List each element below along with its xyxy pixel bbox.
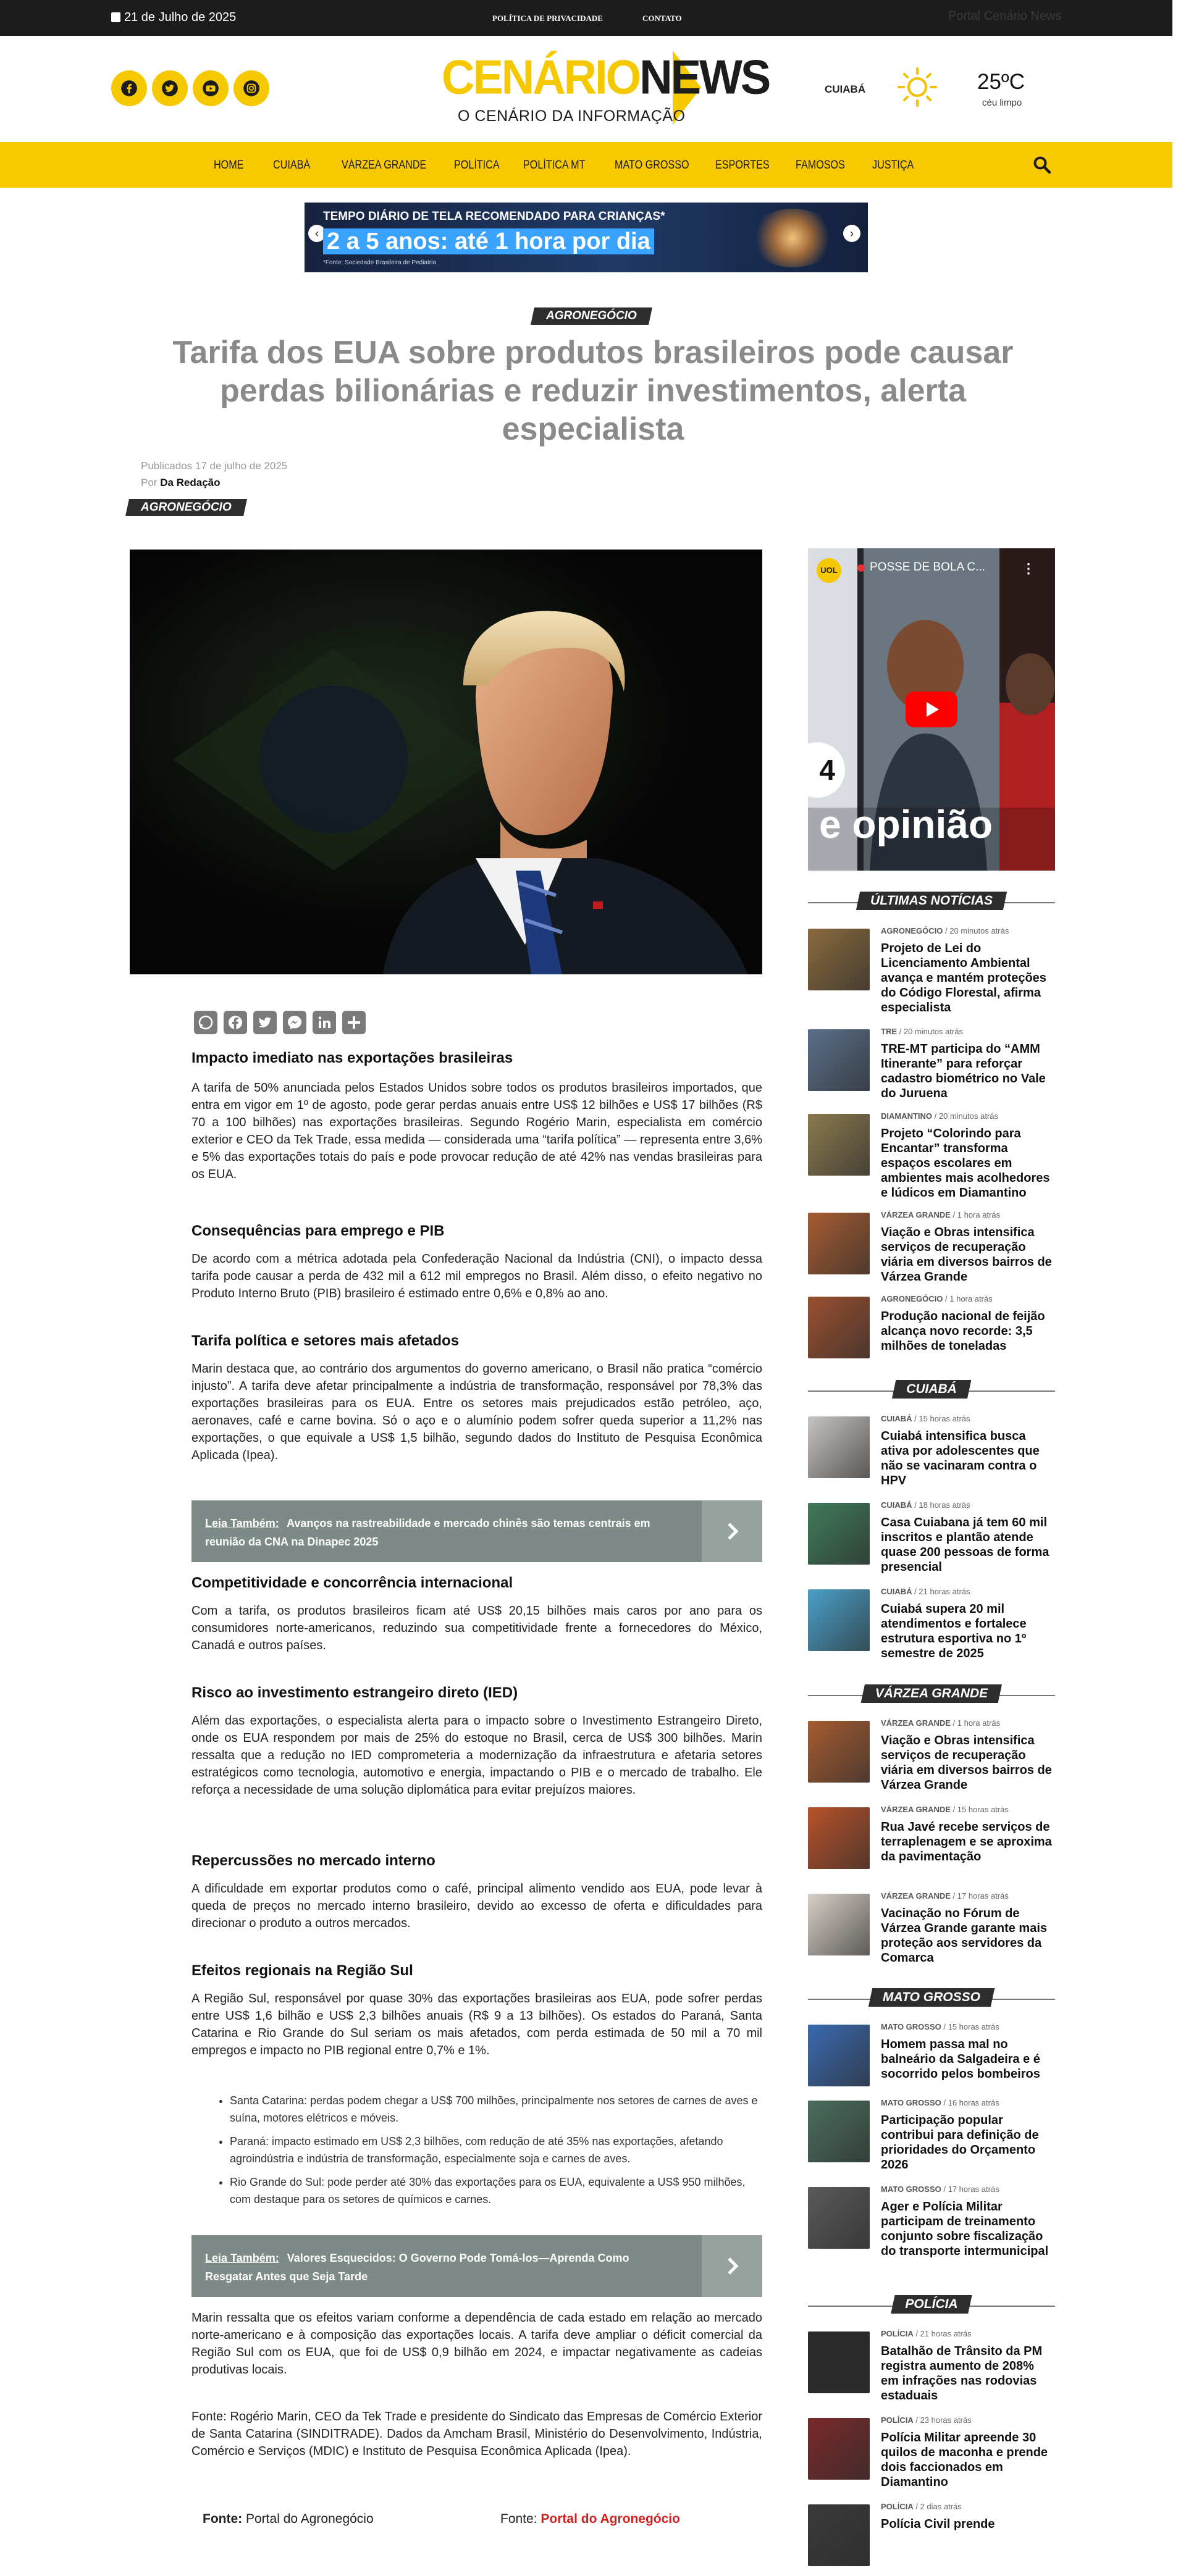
nav-item-cuiaba[interactable]: CUIABÁ: [273, 159, 311, 172]
news-title[interactable]: Projeto de Lei do Licenciamento Ambiental avança e mantém proteções do Código Florestal, afirma especialista: [881, 942, 1046, 1014]
sidebar-news-item[interactable]: [808, 1587, 1055, 1661]
news-meta: [881, 1500, 970, 1510]
news-thumbnail[interactable]: [808, 1416, 870, 1478]
more-options-icon[interactable]: ⋮: [1022, 561, 1035, 576]
news-time: / 16 horas atrás: [941, 2098, 999, 2107]
ad-next-arrow-icon[interactable]: ›: [843, 225, 860, 242]
sidebar-news-item[interactable]: [808, 1111, 1055, 1200]
logo-part-news: NEWS: [639, 49, 770, 104]
news-thumbnail[interactable]: [808, 2504, 870, 2566]
read-also-text: [205, 2249, 675, 2286]
channel-logo: UOL: [817, 558, 841, 583]
closing-paragraph: Marin ressalta que os efeitos variam conforme a dependência de cada estado em relação ao mercado norte-americano e à composição das exportações locais. A tarifa deve ampliar o déficit comercial da Região Sul com os EUA, que foi de US$ 0,9 bilhão em 2024, e impactar negativamente as cadeias produtivas locais.: [191, 2311, 762, 2377]
section-label[interactable]: [891, 2295, 972, 2314]
hero-illustration: [130, 550, 762, 974]
news-meta: [881, 1027, 963, 1036]
sidebar-news-item[interactable]: [808, 2329, 1055, 2403]
news-title[interactable]: TRE-MT participa do “AMM Itinerante” para reforçar cadastro biométrico no Vale do Juruena: [881, 1042, 1046, 1100]
sidebar-news-item[interactable]: [808, 1027, 1055, 1101]
news-title[interactable]: Casa Cuiabana já tem 60 mil inscritos e plantão atende quase 200 pessoas de forma presencial: [881, 1516, 1049, 1574]
news-thumbnail[interactable]: [808, 1503, 870, 1565]
section-heading: Repercussões no mercado interno: [191, 1852, 435, 1869]
category-badge-top[interactable]: AGRONEGÓCIO: [531, 307, 652, 325]
news-thumbnail[interactable]: [808, 1297, 870, 1358]
news-meta: [881, 1587, 970, 1596]
regional-impact-list: [191, 2092, 762, 2214]
news-meta: [881, 926, 1009, 935]
nav-item-varzea-grande[interactable]: VÁRZEA GRANDE: [342, 159, 427, 172]
news-title[interactable]: Projeto “Colorindo para Encantar” transforma espaços escolares em ambientes mais acolhedores e lúdicos em Diamantino: [881, 1127, 1050, 1200]
article-hero-image: [130, 550, 762, 974]
news-time: / 17 horas atrás: [950, 1891, 1009, 1901]
ad-line-2: [323, 228, 654, 255]
news-time: / 1 hora atrás: [950, 1210, 1001, 1219]
news-meta: [881, 1294, 993, 1303]
news-category[interactable]: VÁRZEA GRANDE: [881, 1805, 951, 1814]
sidebar-news-item[interactable]: [808, 1500, 1055, 1574]
news-thumbnail[interactable]: [808, 2101, 870, 2162]
news-category[interactable]: POLÍCIA: [881, 2329, 914, 2338]
section-label[interactable]: [861, 1684, 1003, 1703]
news-time: / 2 dias atrás: [913, 2502, 962, 2511]
category-badge[interactable]: AGRONEGÓCIO: [125, 499, 247, 516]
sidebar-news-item[interactable]: [808, 1805, 1055, 1879]
chevron-right-icon: [723, 2256, 742, 2276]
play-icon: [906, 692, 957, 727]
site-logo[interactable]: [442, 49, 770, 131]
video-overlay-text: e opinião: [819, 802, 993, 847]
sidebar-section-header: [808, 892, 1055, 913]
news-time: / 1 hora atrás: [950, 1718, 1001, 1728]
news-category[interactable]: AGRONEGÓCIO: [881, 1294, 943, 1303]
sidebar-news-item[interactable]: [808, 1294, 1055, 1368]
section-label-text: MATO GROSSO: [883, 1990, 980, 2004]
sidebar-video-player[interactable]: [808, 548, 1055, 871]
nav-item-justica[interactable]: JUSTIÇA: [872, 159, 914, 172]
ad-line-1: TEMPO DIÁRIO DE TELA RECOMENDADO PARA CRIANÇAS*: [323, 210, 665, 223]
nav-item-mato-grosso[interactable]: MATO GROSSO: [615, 159, 689, 172]
news-title[interactable]: Polícia Militar apreende 30 quilos de maconha e prende dois faccionados em Diamantino: [881, 2431, 1048, 2489]
news-meta: [881, 1111, 998, 1121]
by-prefix: Por: [141, 477, 158, 488]
live-dot-icon: [857, 564, 865, 572]
news-category[interactable]: VÁRZEA GRANDE: [881, 1891, 951, 1901]
nav-item-home[interactable]: HOME: [214, 159, 244, 172]
news-meta: [881, 1414, 970, 1423]
news-category[interactable]: CUIABÁ: [881, 1500, 912, 1510]
article-title: Tarifa dos EUA sobre produtos brasileiros pode causar perdas bilionárias e reduzir investimentos, alerta especialista: [172, 335, 1014, 447]
news-time: / 20 minutos atrás: [943, 926, 1009, 935]
section-paragraph: A Região Sul, responsável por quase 30% das exportações brasileiras aos EUA, pode sofrer perdas entre US$ 1,6 bilhão e US$ 2,3 bilhões anuais (R$ 9 a 13 bilhões). Os estados do Paraná, Santa Catarina e Rio Grande do Sul seriam os mais afetados, com perda estimada de 50 mil a 70 mil empregos e impacto no PIB regional entre 0,7% e 1%.: [191, 1992, 762, 2057]
sidebar-news-item[interactable]: [808, 1891, 1055, 1965]
news-title[interactable]: Produção nacional de feijão alcança novo recorde: 3,5 milhões de toneladas: [881, 1310, 1045, 1353]
author-name[interactable]: Da Redação: [160, 477, 221, 488]
facebook-icon[interactable]: [111, 70, 147, 106]
read-also-label: Leia Também:: [205, 2252, 279, 2264]
news-thumbnail[interactable]: [808, 1894, 870, 1955]
published-date: Publicados 17 de julho de 2025: [141, 460, 288, 472]
nav-item-famosos[interactable]: FAMOSOS: [796, 159, 845, 172]
news-thumbnail[interactable]: [808, 1029, 870, 1091]
news-thumbnail[interactable]: [808, 1114, 870, 1176]
main-nav: [0, 142, 1172, 188]
news-meta: [881, 1210, 1000, 1219]
news-thumbnail[interactable]: [808, 1213, 870, 1274]
section-paragraph: A dificuldade em exportar produtos como o café, principal alimento vendido aos EUA, pode levar à queda de preços no mercado interno brasileiro, devido ao excesso de oferta e dificuldades para direcionar o produto a outros mercados.: [191, 1882, 762, 1930]
news-thumbnail[interactable]: [808, 1589, 870, 1651]
video-overlay-circle: 4: [808, 742, 845, 798]
news-category[interactable]: POLÍCIA: [881, 2502, 914, 2511]
weather-temperature: 25ºC: [977, 70, 1025, 94]
news-title[interactable]: Polícia Civil prende: [881, 2517, 995, 2531]
section-label-text: VÁRZEA GRANDE: [875, 1686, 988, 1700]
news-title[interactable]: Participação popular contribui para definição de prioridades do Orçamento 2026: [881, 2114, 1039, 2172]
section-label-text: CUIABÁ: [906, 1382, 957, 1396]
source-link[interactable]: Portal do Agronegócio: [540, 2512, 680, 2526]
date-text: 21 de Julho de 2025: [124, 10, 237, 24]
news-thumbnail[interactable]: [808, 2025, 870, 2086]
nav-item-politica-mt[interactable]: POLÍTICA MT: [523, 159, 586, 172]
play-button[interactable]: [906, 692, 957, 727]
sidebar-news-item[interactable]: [808, 1414, 1055, 1488]
contact-link[interactable]: CONTATO: [642, 14, 682, 23]
news-category[interactable]: MATO GROSSO: [881, 2185, 941, 2194]
section-heading: Tarifa política e setores mais afetados: [191, 1332, 460, 1349]
section-heading: Efeitos regionais na Região Sul: [191, 1962, 413, 1979]
news-meta: [881, 2185, 999, 2194]
sidebar-section-header: [808, 1988, 1055, 2009]
section-heading: Consequências para emprego e PIB: [191, 1223, 445, 1239]
section-paragraph: Além das exportações, o especialista alerta para o impacto sobre o Investimento Estrangeiro Direto, onde os EUA respondem por mais de 25% do estoque no Brasil, cerca de US$ 300 bilhões. Marin ressalta que a redução no IED comprometeria a modernização da infraestrutura e afetaria setores estratégicos como tecnologia, automotivo e energia, impactando o PIB e o mercado de trabalho. Ele reforça a necessidade de uma solução diplomática para evitar prejuízos maiores.: [191, 1714, 762, 1797]
logo-tagline: O CENÁRIO DA INFORMAÇÃO: [458, 107, 686, 125]
search-icon[interactable]: [1033, 156, 1051, 174]
twitter-icon[interactable]: [253, 1011, 277, 1034]
news-title[interactable]: Homem passa mal no balneário da Salgadeira e é socorrido pelos bombeiros: [881, 2038, 1040, 2081]
news-category[interactable]: CUIABÁ: [881, 1414, 912, 1423]
news-thumbnail[interactable]: [808, 1721, 870, 1783]
top-bar: [0, 0, 1172, 36]
section-paragraph: A tarifa de 50% anunciada pelos Estados Unidos sobre todos os produtos brasileiros importados, que entra em vigor em 1º de agosto, pode gerar perdas anuais entre US$ 12 bilhões e US$ 17 bilhões (R$ 70 a 100 bilhões) nas exportações brasileiras. Segundo Rogério Marin, especialista em comércio exterior e CEO da Tek Trade, essa medida — considerada uma “tarifa política” — representa entre 3,6% e 5% das exportações totais do país e pode provocar redução de até 42% nas vendas brasileiras para os EUA.: [191, 1081, 762, 1181]
news-thumbnail[interactable]: [808, 1807, 870, 1869]
news-thumbnail[interactable]: [808, 2187, 870, 2249]
read-also-title: Avanços na rastreabilidade e mercado chinês são temas centrais em reunião da CNA na Dinapec 2025: [205, 1517, 650, 1548]
news-meta: [881, 2415, 972, 2425]
whatsapp-icon[interactable]: [194, 1011, 217, 1034]
news-time: / 15 horas atrás: [950, 1805, 1009, 1814]
section-label-text: ÚLTIMAS NOTÍCIAS: [870, 893, 993, 908]
section-paragraph: Marin destaca que, ao contrário dos argumentos do governo americano, o Brasil não pratica “comércio injusto”. A tarifa deve afetar principalmente a indústria de transformação, responsável por 78,3% das exportações brasileiras para os EUA. Entre os setores mais prejudicados estão petróleo, aço, aeronaves, café e carne bovina. Só o aço e o alumínio podem sofrer queda superior a 11,2% nas exportações, o que equivale a US$ 1,5 bilhão, segundo dados do Instituto de Pesquisa Econômica Aplicada (Ipea).: [191, 1362, 762, 1462]
sidebar-news-item[interactable]: [808, 1210, 1055, 1284]
read-also-label: Leia Também:: [205, 1517, 279, 1529]
weather-city: CUIABÁ: [825, 83, 866, 95]
chevron-right-icon: [723, 1521, 742, 1541]
nav-item-politica[interactable]: POLÍTICA: [454, 159, 500, 172]
news-meta: [881, 2502, 962, 2511]
current-date: [111, 10, 236, 25]
banner-ad[interactable]: [305, 203, 868, 272]
news-title[interactable]: Batalhão de Trânsito da PM registra aumento de 208% em infrações nas rodovias estaduais: [881, 2344, 1043, 2402]
source-value: Portal do Agronegócio: [246, 2512, 374, 2526]
news-meta: [881, 1805, 1009, 1814]
sidebar-news-item[interactable]: [808, 2022, 1055, 2096]
ad-highlight: 2 a 5 anos: até 1 hora por dia: [323, 228, 654, 254]
news-thumbnail[interactable]: [808, 2331, 870, 2393]
news-category[interactable]: VÁRZEA GRANDE: [881, 1210, 951, 1219]
section-heading: Competitividade e concorrência internacional: [191, 1574, 513, 1591]
privacy-policy-link[interactable]: POLÍTICA DE PRIVACIDADE: [492, 14, 603, 23]
author-line: [141, 477, 221, 489]
news-category[interactable]: POLÍCIA: [881, 2415, 914, 2425]
logo-wordmark: [442, 49, 769, 104]
ad-illustration: [749, 209, 836, 267]
news-time: / 1 hora atrás: [943, 1294, 993, 1303]
news-time: / 23 horas atrás: [913, 2415, 972, 2425]
read-also-box[interactable]: [191, 1500, 762, 1562]
news-time: / 15 horas atrás: [912, 1414, 970, 1423]
news-thumbnail[interactable]: [808, 2418, 870, 2480]
nav-item-esportes[interactable]: ESPORTES: [715, 159, 770, 172]
instagram-icon[interactable]: [233, 70, 269, 106]
section-label[interactable]: [868, 1988, 995, 2007]
sidebar-section-header: [808, 1684, 1055, 1705]
news-category[interactable]: TRE: [881, 1027, 897, 1036]
news-title[interactable]: Cuiabá intensifica busca ativa por adolescentes que não se vacinaram contra o HPV: [881, 1429, 1040, 1487]
news-thumbnail[interactable]: [808, 929, 870, 990]
section-paragraph: De acordo com a métrica adotada pela Confederação Nacional da Indústria (CNI), o impacto dessa tarifa pode causar a perda de 432 mil a 612 mil empregos no Brasil. Além disso, o efeito negativo no Produto Interno Bruto (PIB) brasileiro é estimado entre 0,6% e 0,8% ao ano.: [191, 1252, 762, 1300]
section-label-text: POLÍCIA: [905, 2297, 958, 2311]
news-time: / 20 minutos atrás: [897, 1027, 963, 1036]
news-title[interactable]: Viação e Obras intensifica serviços de recuperação viária em diversos bairros de Várzea Grande: [881, 1226, 1052, 1284]
news-meta: [881, 1718, 1000, 1728]
news-meta: [881, 2022, 999, 2031]
sidebar-section-header: [808, 1380, 1055, 1401]
facebook-icon[interactable]: [224, 1011, 247, 1034]
list-item: • Rio Grande do Sul: pode perder até 30% das exportações para os EUA, equivalente a US$ 950 milhões, com destaque para os setores de químicos e carnes.: [230, 2173, 762, 2208]
news-category[interactable]: MATO GROSSO: [881, 2022, 941, 2031]
news-time: / 18 horas atrás: [912, 1500, 970, 1510]
list-item: • Santa Catarina: perdas podem chegar a US$ 700 milhões, principalmente nos setores de carnes de aves e suína, motores elétricos e móveis.: [230, 2092, 762, 2126]
logo-part-cenario: CENÁRIO: [442, 49, 640, 104]
news-category[interactable]: CUIABÁ: [881, 1587, 912, 1596]
linkedin-icon[interactable]: [313, 1011, 336, 1034]
read-also-title: Valores Esquecidos: O Governo Pode Tomá-los—Aprenda Como Resgatar Antes que Seja Tarde: [205, 2252, 629, 2283]
twitter-icon[interactable]: [152, 70, 188, 106]
sidebar-news-item[interactable]: [808, 2415, 1055, 2490]
sources-paragraph: Fonte: Rogério Marin, CEO da Tek Trade e presidente do Sindicato das Empresas de Comércio Exterior de Santa Catarina (SINDITRADE). Dados da Amcham Brasil, Ministério do Desenvolvimento, Indústria, Comércio e Serviços (MDIC) e Instituto de Pesquisa Econômica Aplicada (Ipea).: [191, 2410, 762, 2458]
youtube-icon[interactable]: [193, 70, 229, 106]
news-title[interactable]: Rua Javé recebe serviços de terraplenagem e se aproxima da pavimentação: [881, 1820, 1052, 1863]
news-title[interactable]: Cuiabá supera 20 mil atendimentos e fortalece estrutura esportiva no 1º semestre de 2025: [881, 1602, 1027, 1660]
ad-prev-arrow-icon[interactable]: ‹: [308, 225, 326, 242]
section-label[interactable]: [856, 892, 1007, 910]
section-heading: Impacto imediato nas exportações brasileiras: [191, 1050, 513, 1066]
news-category[interactable]: VÁRZEA GRANDE: [881, 1718, 951, 1728]
news-time: / 21 horas atrás: [913, 2329, 972, 2338]
news-title[interactable]: Ager e Polícia Militar participam de treinamento conjunto sobre fiscalização do transporte intermunicipal: [881, 2200, 1049, 2258]
news-category[interactable]: DIAMANTINO: [881, 1111, 933, 1121]
read-also-arrow[interactable]: [702, 2235, 762, 2297]
section-paragraph: Com a tarifa, os produtos brasileiros ficam até US$ 20,15 bilhões mais caros por ano para os consumidores norte-americanos, reduzindo sua competitividade frente a fornecedores do México, Canadá e outros países.: [191, 1604, 762, 1652]
messenger-icon[interactable]: [283, 1011, 306, 1034]
news-category[interactable]: AGRONEGÓCIO: [881, 926, 943, 935]
source-label: Fonte:: [203, 2512, 243, 2526]
list-item: • Paraná: impacto estimado em US$ 2,3 bilhões, com redução de até 35% nas exportações, afetando agroindústria e indústria de transformação, especialmente soja e carnes de aves.: [230, 2133, 762, 2167]
sidebar-section-header: [808, 2295, 1055, 2316]
sidebar-news-item[interactable]: [808, 2185, 1055, 2259]
sun-icon: [897, 67, 938, 107]
section-label[interactable]: [892, 1380, 971, 1399]
add-share-icon[interactable]: [342, 1011, 366, 1034]
news-meta: [881, 2098, 999, 2107]
news-meta: [881, 1891, 1009, 1901]
sidebar-news-item[interactable]: [808, 2502, 1055, 2576]
source-credit-2: [500, 2512, 680, 2527]
news-category[interactable]: MATO GROSSO: [881, 2098, 941, 2107]
sidebar-news-item[interactable]: [808, 2098, 1055, 2172]
news-title[interactable]: Viação e Obras intensifica serviços de recuperação viária em diversos bairros de Várzea Grande: [881, 1734, 1052, 1792]
section-heading: Risco ao investimento estrangeiro direto (IED): [191, 1684, 518, 1701]
source-credit-1: [203, 2512, 374, 2527]
read-also-text: [205, 1514, 675, 1551]
sidebar-news-item[interactable]: [808, 1718, 1055, 1792]
news-time: / 17 horas atrás: [941, 2185, 999, 2194]
sidebar-news-item[interactable]: [808, 926, 1055, 1014]
source-label: Fonte:: [500, 2512, 537, 2526]
news-time: / 20 minutos atrás: [932, 1111, 998, 1121]
read-also-box[interactable]: [191, 2235, 762, 2297]
news-time: / 21 horas atrás: [912, 1587, 970, 1596]
news-time: / 15 horas atrás: [941, 2022, 999, 2031]
calendar-icon: [111, 12, 120, 22]
news-title[interactable]: Vacinação no Fórum de Várzea Grande garante mais proteção aos servidores da Comarca: [881, 1907, 1048, 1965]
video-title: POSSE DE BOLA C...: [870, 561, 985, 574]
ad-footnote: *Fonte: Sociedade Brasileira de Pediatria: [323, 259, 436, 266]
read-also-arrow[interactable]: [702, 1500, 762, 1562]
weather-description: céu limpo: [982, 98, 1022, 108]
topbar-faded-text: Portal Cenário News: [948, 9, 1062, 23]
news-meta: [881, 2329, 972, 2338]
